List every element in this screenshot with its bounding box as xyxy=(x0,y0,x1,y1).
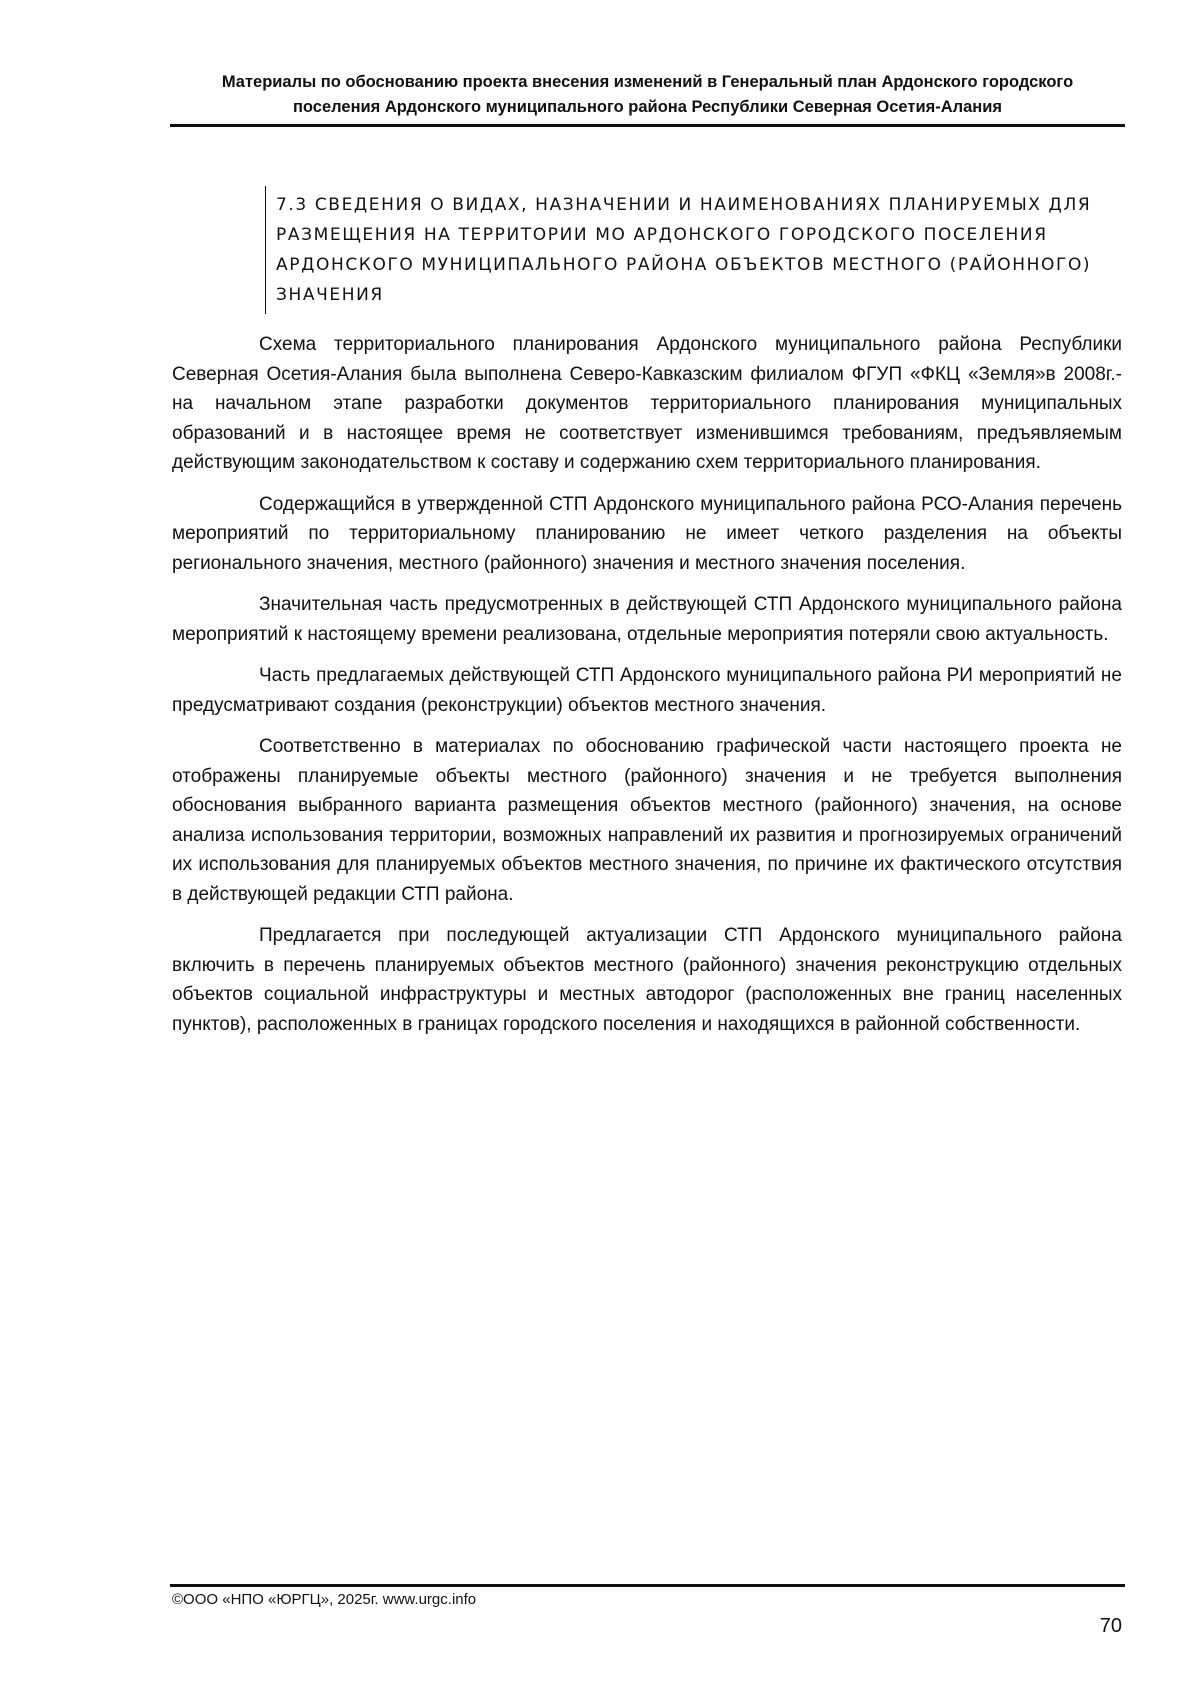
paragraph: Схема территориального планирования Ардонского муниципального района Республики Северная Осетия-Алания была выполнена Северо-Кавказским филиалом ФГУП «ФКЦ «Земля»в 2008г.- на начальном этапе разработки документов территориального планирования муниципальных образований и в настоящее время не соответствует изменившимся требованиям, предъявляемым действующим законодательством к составу и содержанию схем территориального планирования. xyxy=(172,334,1122,473)
footer-copyright: ©ООО «НПО «ЮРГЦ», 2025г. www.urgc.info xyxy=(172,1591,477,1608)
paragraph: Предлагается при последующей актуализации СТП Ардонского муниципального района включить в перечень планируемых объектов местного (районного) значения реконструкцию отдельных объектов социальной инфраструктуры и местных автодорог (расположенных вне границ населенных пунктов), расположенных в границах городского поселения и находящихся в районной собственности. xyxy=(172,925,1122,1035)
paragraph: Значительная часть предусмотренных в действующей СТП Ардонского муниципального района мероприятий к настоящему времени реализована, отдельные мероприятия потеряли свою актуальность. xyxy=(172,594,1122,645)
paragraph: Часть предлагаемых действующей СТП Ардонского муниципального района РИ мероприятий не предусматривают создания (реконструкции) объектов местного значения. xyxy=(172,665,1122,716)
page-number: 70 xyxy=(1099,1615,1122,1637)
page-header xyxy=(170,70,1125,120)
paragraph: Содержащийся в утвержденной СТП Ардонского муниципального района РСО-Алания перечень мероприятий по территориальному планированию не имеет четкого разделения на объекты регионального значения, местного (районного) значения и местного значения поселения. xyxy=(172,493,1122,574)
body-text xyxy=(172,330,1122,1051)
header-divider xyxy=(170,124,1125,127)
paragraph: Соответственно в материалах по обоснованию графической части настоящего проекта не отображены планируемые объекты местного (районного) значения и не требуется выполнения обоснования выбранного варианта размещения объектов местного (районного) значения, на основе анализа использования территории, возможных направлений их развития и прогнозируемых ограничений их использования для планируемых объектов местного значения, по причине их фактического отсутствия в действующей редакции СТП района. xyxy=(172,736,1122,905)
section-heading: 7.3 СВЕДЕНИЯ О ВИДАХ, НАЗНАЧЕНИИ И НАИМЕНОВАНИЯХ ПЛАНИРУЕМЫХ ДЛЯ РАЗМЕЩЕНИЯ НА ТЕРРИТОРИИ МО АРДОНСКОГО ГОРОДСКОГО ПОСЕЛЕНИЯ АРДОНСКОГО МУНИЦИПАЛЬНОГО РАЙОНА ОБЪЕКТОВ МЕСТНОГО (РАЙОННОГО) ЗНАЧЕНИЯ xyxy=(265,186,1136,314)
header-line-2: поселения Ардонского муниципального района Республики Северная Осетия-Алания xyxy=(292,98,1003,116)
footer-divider xyxy=(170,1584,1125,1587)
header-line-1: Материалы по обоснованию проекта внесения изменений в Генеральный план Ардонского городского xyxy=(221,73,1074,91)
